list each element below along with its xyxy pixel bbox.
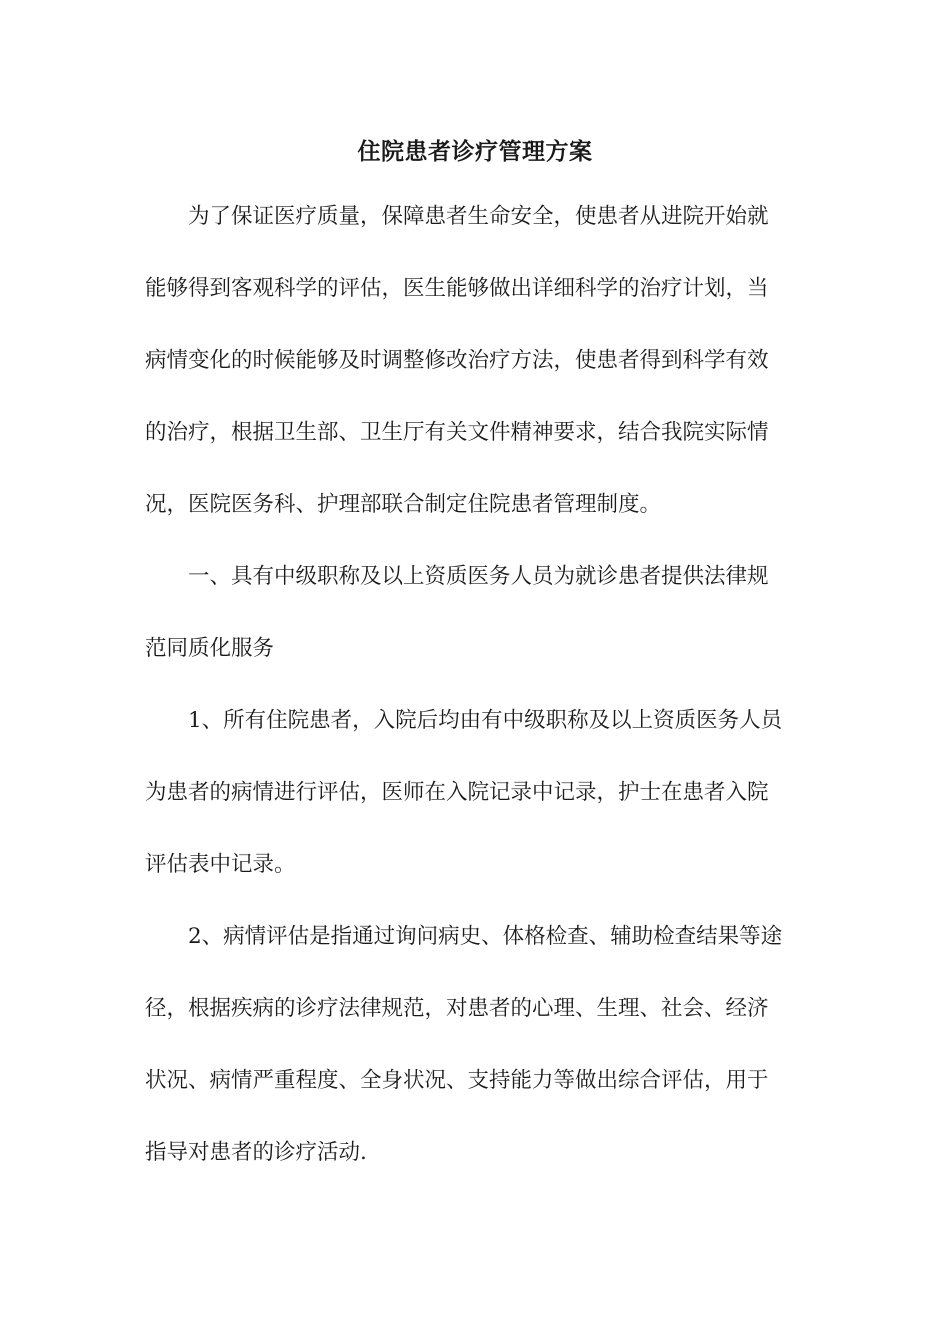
paragraph-line: 能够得到客观科学的评估，医生能够做出详细科学的治疗计划，当 <box>145 276 769 301</box>
paragraph-line: 况，医院医务科、护理部联合制定住院患者管理制度。 <box>145 492 662 517</box>
paragraph-line: 的治疗，根据卫生部、卫生厅有关文件精神要求，结合我院实际情 <box>145 420 769 445</box>
paragraph-line: 状况、病情严重程度、全身状况、支持能力等做出综合评估，用于 <box>145 1068 769 1093</box>
paragraph-line: 径，根据疾病的诊疗法律规范，对患者的心理、生理、社会、经济 <box>145 996 769 1021</box>
paragraph-line: 2、病情评估是指通过询问病史、体格检查、辅助检查结果等途 <box>188 924 783 949</box>
paragraph-line: 为患者的病情进行评估，医师在入院记录中记录，护士在患者入院 <box>145 780 769 805</box>
paragraph-line: 评估表中记录。 <box>145 852 296 877</box>
document-title: 住院患者诊疗管理方案 <box>357 138 593 165</box>
paragraph-line: 病情变化的时候能够及时调整修改治疗方法，使患者得到科学有效 <box>145 348 769 373</box>
paragraph-line: 1、所有住院患者，入院后均由有中级职称及以上资质医务人员 <box>188 708 783 733</box>
section-heading-line: 一、具有中级职称及以上资质医务人员为就诊患者提供法律规 <box>188 564 769 589</box>
section-heading-line: 范同质化服务 <box>145 636 275 661</box>
paragraph-line: 指导对患者的诊疗活动. <box>145 1140 367 1165</box>
paragraph-line: 为了保证医疗质量，保障患者生命安全，使患者从进院开始就 <box>188 204 769 229</box>
